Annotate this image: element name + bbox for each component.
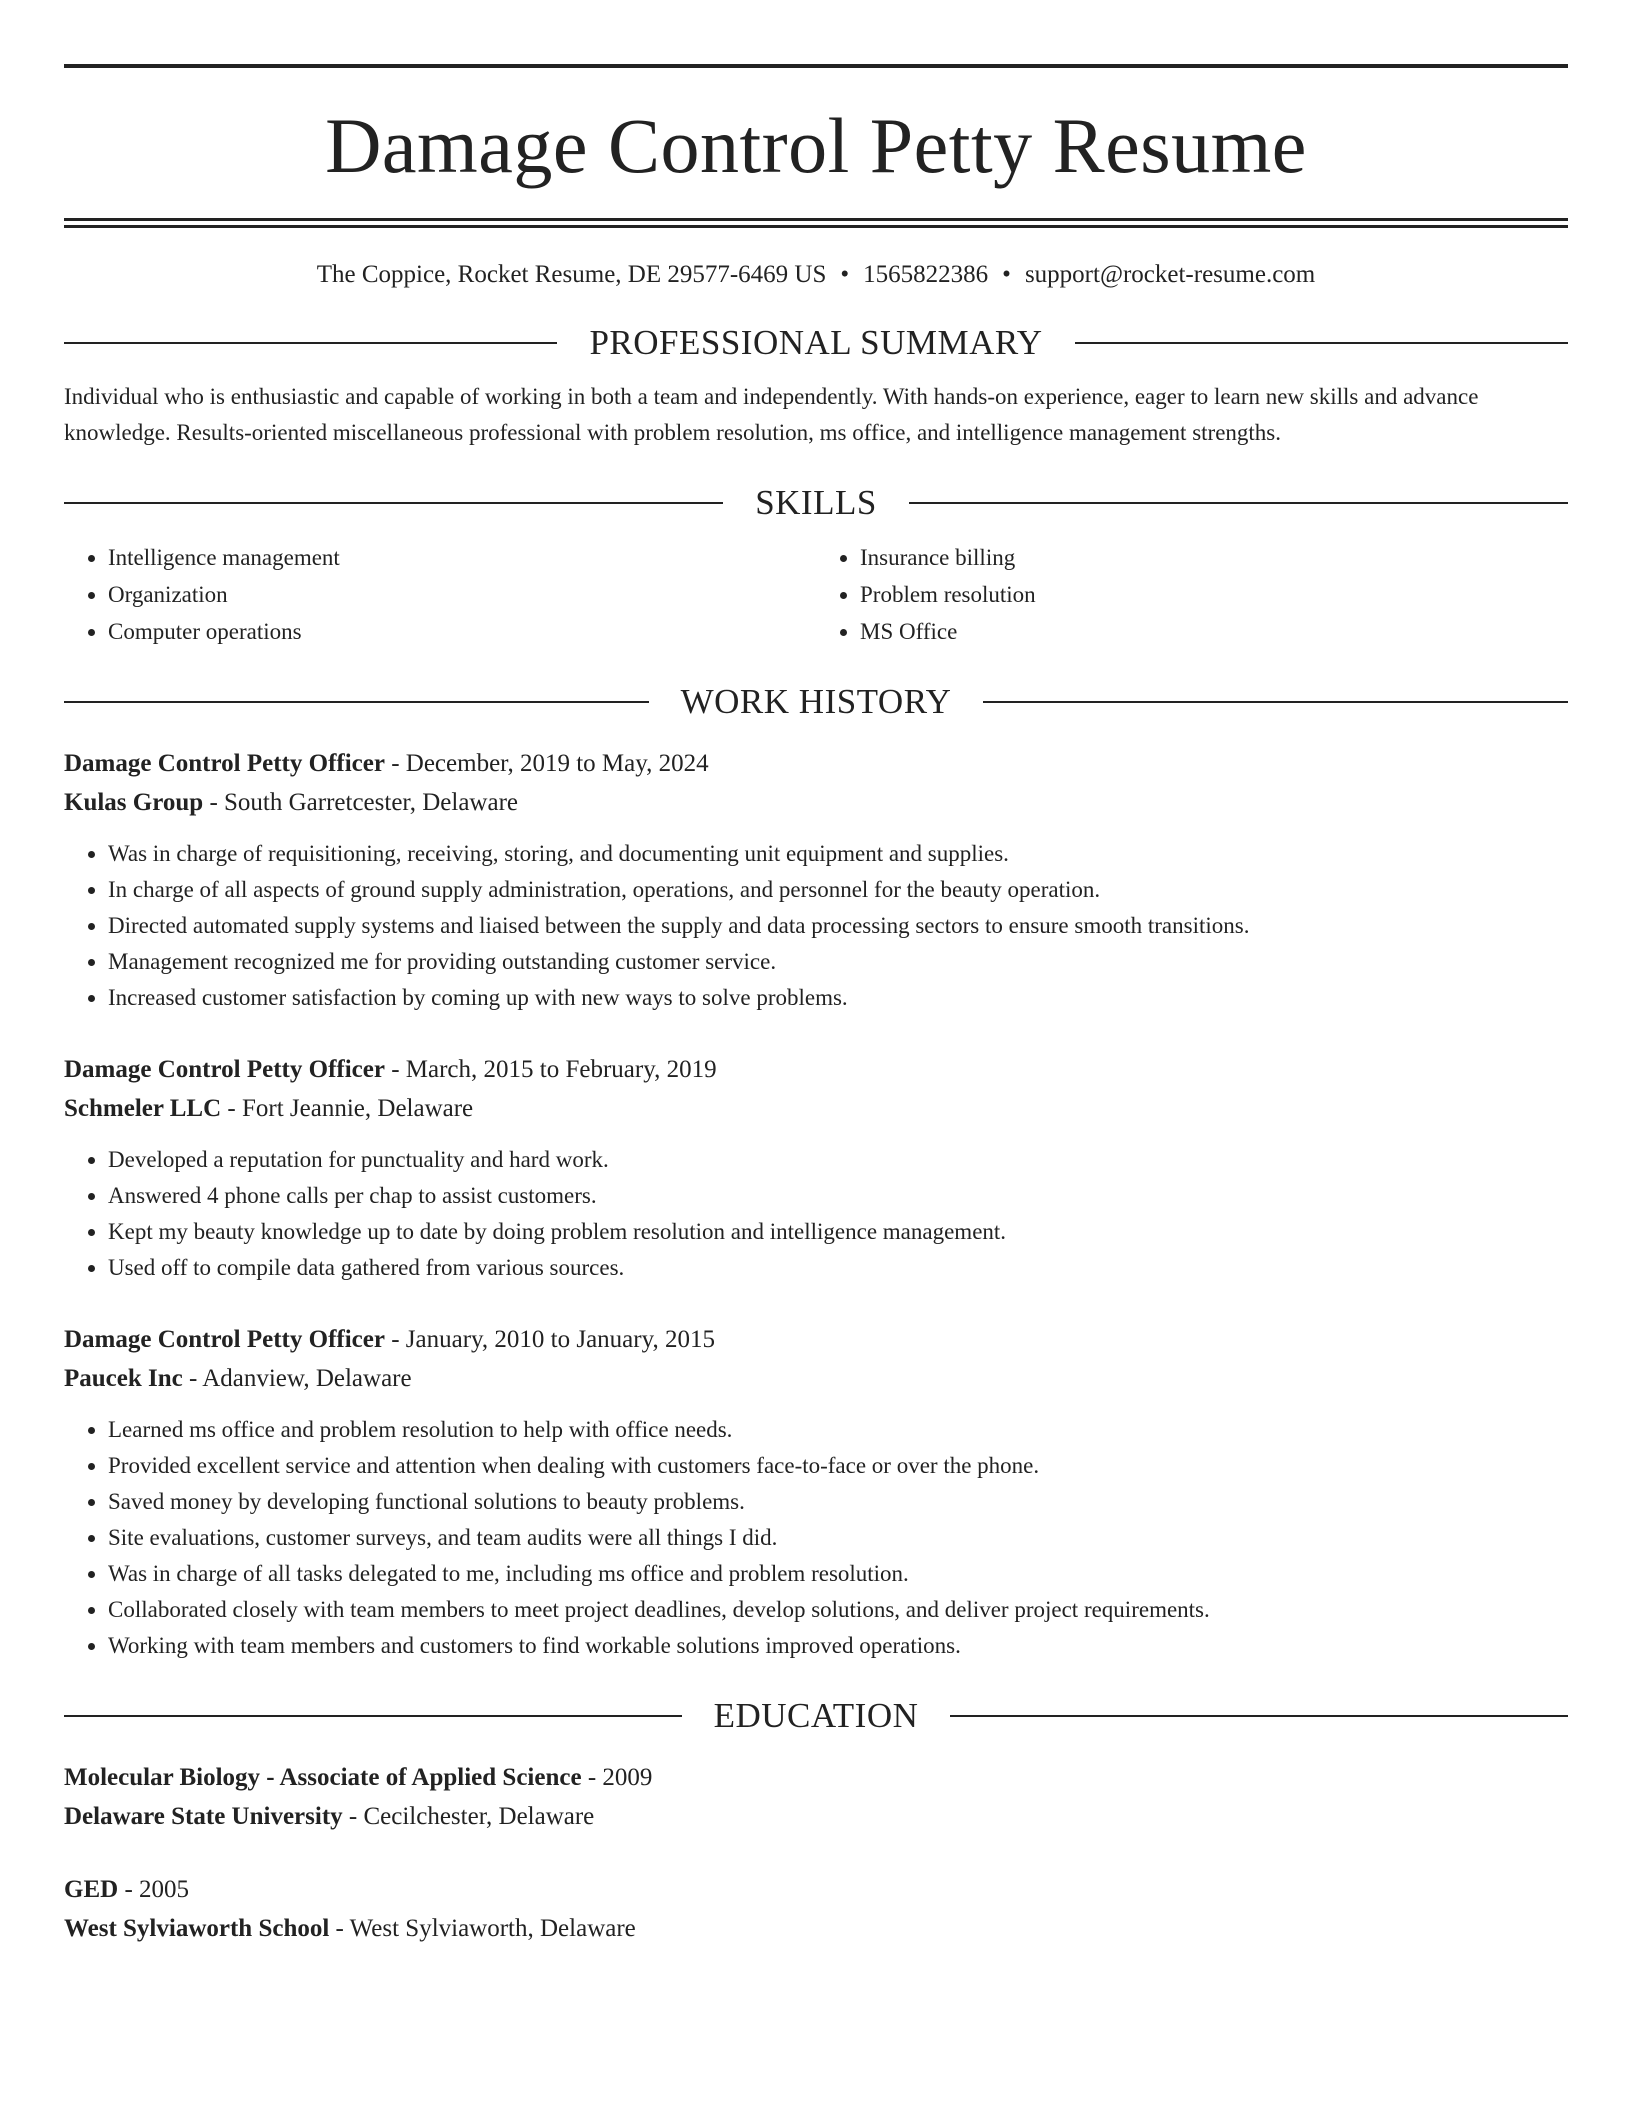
section-rule — [1075, 342, 1568, 344]
education-entry — [64, 1870, 1568, 1948]
summary-text: Individual who is enthusiastic and capable of working in both a team and independently. With hands-on experience, eager to learn new skills and advance knowledge. Results-oriented miscellaneous professional with problem resolution, ms office, and intelligence management strengths. — [64, 384, 1479, 445]
skill-item: • Problem resolution — [860, 576, 1568, 613]
job-bullet: • Was in charge of requisitioning, receiving, storing, and documenting unit equipment and supplies. — [108, 836, 1568, 872]
job-bullets — [64, 836, 1568, 1016]
education-year: - 2005 — [118, 1876, 190, 1903]
job-company-line — [64, 1089, 1568, 1128]
education-degree: GED — [64, 1876, 119, 1903]
job-company-line — [64, 1359, 1568, 1398]
section-title-work: WORK HISTORY — [680, 682, 952, 721]
section-rule — [64, 342, 557, 344]
job-bullet: • Directed automated supply systems and liaised between the supply and data processing sectors to ensure smooth transitions. — [108, 908, 1568, 944]
title-double-rule — [64, 218, 1568, 221]
job-location: - Fort Jeannie, Delaware — [221, 1095, 474, 1122]
section-rule — [64, 701, 649, 703]
job-bullet: • Kept my beauty knowledge up to date by doing problem resolution and intelligence management. — [108, 1214, 1568, 1250]
job-bullets — [64, 1142, 1568, 1286]
contact-line — [64, 259, 1568, 291]
job-bullet: • Was in charge of all tasks delegated to me, including ms office and problem resolution. — [108, 1556, 1568, 1592]
resume-title: Damage Control Petty Resume — [325, 102, 1307, 189]
skill-item: • Intelligence management — [108, 539, 816, 576]
job-location: - Adanview, Delaware — [182, 1365, 412, 1392]
contact-email: support@rocket-resume.com — [1024, 261, 1316, 288]
section-title-education: EDUCATION — [713, 1696, 919, 1735]
job-position: Damage Control Petty Officer — [64, 750, 385, 777]
job-dates: - January, 2010 to January, 2015 — [384, 1326, 715, 1353]
education-location: - West Sylviaworth, Delaware — [329, 1915, 636, 1942]
section-rule — [983, 701, 1568, 703]
education-school-line — [64, 1797, 1568, 1836]
job-company: Kulas Group — [64, 789, 204, 816]
job-bullet: • Saved money by developing functional solutions to beauty problems. — [108, 1484, 1568, 1520]
job-position: Damage Control Petty Officer — [64, 1326, 385, 1353]
skill-item: • Insurance billing — [860, 539, 1568, 576]
job-entry — [64, 1050, 1568, 1286]
section-rule — [64, 502, 723, 504]
education-entry — [64, 1758, 1568, 1836]
job-bullet: • Working with team members and customers to find workable solutions improved operations. — [108, 1628, 1568, 1664]
job-company-line — [64, 783, 1568, 822]
skills-column-right — [816, 539, 1568, 650]
section-title-skills: SKILLS — [755, 483, 877, 522]
job-location: - South Garretcester, Delaware — [203, 789, 519, 816]
education-school-line — [64, 1909, 1568, 1948]
job-title-line — [64, 1050, 1568, 1089]
education-degree-line — [64, 1870, 1568, 1909]
contact-address: The Coppice, Rocket Resume, DE 29577-6469 US — [316, 261, 827, 288]
job-bullets — [64, 1412, 1568, 1664]
contact-separator: • — [840, 261, 850, 288]
section-title-summary: PROFESSIONAL SUMMARY — [589, 323, 1043, 362]
job-position: Damage Control Petty Officer — [64, 1056, 385, 1083]
job-entry — [64, 744, 1568, 1016]
job-bullet: • Site evaluations, customer surveys, and team audits were all things I did. — [108, 1520, 1568, 1556]
skill-item: • Computer operations — [108, 613, 816, 650]
section-header-work — [64, 680, 1568, 724]
education-location: - Cecilchester, Delaware — [342, 1803, 595, 1830]
job-company: Paucek Inc — [64, 1365, 183, 1392]
job-bullet: • Answered 4 phone calls per chap to assist customers. — [108, 1178, 1568, 1214]
education-school: Delaware State University — [64, 1803, 343, 1830]
job-dates: - December, 2019 to May, 2024 — [384, 750, 709, 777]
education-school: West Sylviaworth School — [64, 1915, 330, 1942]
job-bullet: • Management recognized me for providing outstanding customer service. — [108, 944, 1568, 980]
contact-phone: 1565822386 — [863, 261, 989, 288]
job-title-line — [64, 744, 1568, 783]
job-dates: - March, 2015 to February, 2019 — [384, 1056, 717, 1083]
job-bullet: • Developed a reputation for punctuality and hard work. — [108, 1142, 1568, 1178]
section-header-summary — [64, 321, 1568, 365]
job-entry — [64, 1320, 1568, 1664]
job-bullet: • Collaborated closely with team members to meet project deadlines, develop solutions, and deliver project requirements. — [108, 1592, 1568, 1628]
skills-column-left — [64, 539, 816, 650]
education-year: - 2009 — [581, 1764, 653, 1791]
job-bullet: • Learned ms office and problem resolution to help with office needs. — [108, 1412, 1568, 1448]
job-company: Schmeler LLC — [64, 1095, 222, 1122]
section-header-education — [64, 1694, 1568, 1738]
job-bullet: • Increased customer satisfaction by coming up with new ways to solve problems. — [108, 980, 1568, 1016]
education-degree-line — [64, 1758, 1568, 1797]
skills-list — [64, 539, 1568, 650]
section-rule — [950, 1715, 1568, 1717]
job-bullet: • Provided excellent service and attention when dealing with customers face-to-face or over the phone. — [108, 1448, 1568, 1484]
education-degree: Molecular Biology - Associate of Applied Science — [64, 1764, 582, 1791]
job-title-line — [64, 1320, 1568, 1359]
section-rule — [64, 1715, 682, 1717]
job-bullet: • Used off to compile data gathered from various sources. — [108, 1250, 1568, 1286]
section-rule — [909, 502, 1568, 504]
skill-item: • MS Office — [860, 613, 1568, 650]
section-header-skills — [64, 481, 1568, 525]
top-rule — [64, 64, 1568, 68]
job-bullet: • In charge of all aspects of ground supply administration, operations, and personnel for the beauty operation. — [108, 872, 1568, 908]
skill-item: • Organization — [108, 576, 816, 613]
contact-separator: • — [1002, 261, 1011, 288]
